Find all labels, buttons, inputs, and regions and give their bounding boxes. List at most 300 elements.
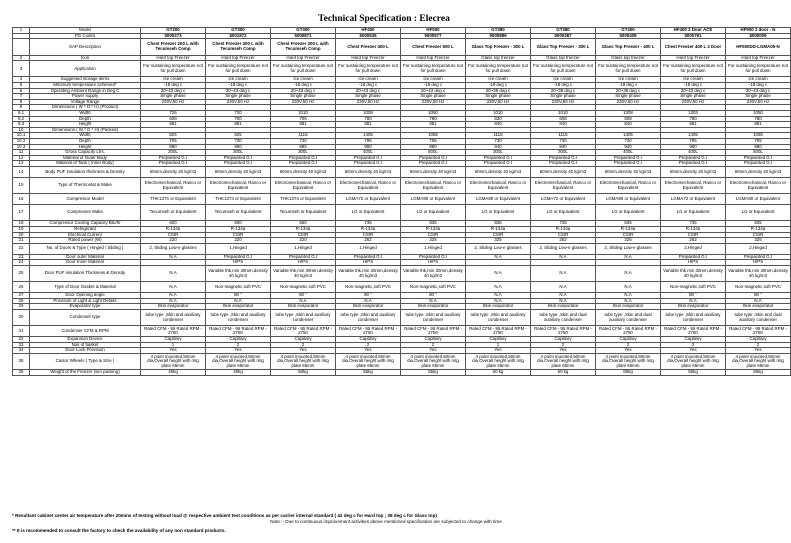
spec-value-cell: N.A: [466, 293, 531, 299]
spec-value-cell: N.A: [466, 265, 531, 281]
spec-value-cell: Variable thk,min 30mm,density 40 kg/m3: [401, 265, 466, 281]
spec-value-cell: 4 point mounted,50mm dia,Overall height with mtg plate 65mm: [596, 353, 661, 369]
spec-value-cell: LG or Equivalent: [726, 205, 791, 221]
row-number: 31: [13, 326, 30, 337]
spec-value-cell: 200L: [141, 150, 206, 156]
spec-value-cell: Non-magnetic,soft PVC: [661, 282, 726, 293]
spec-value-cell: 60mm,density 40 kg/m3: [661, 166, 726, 177]
spec-value-cell: 400L: [661, 150, 726, 156]
spec-value-cell: 262: [336, 238, 401, 244]
spec-value-cell: Skin evaporator: [661, 304, 726, 310]
spec-value-cell: Non-magnetic,soft PVC: [726, 282, 791, 293]
spec-value-cell: HIPS: [336, 260, 401, 266]
spec-value-cell: 50kg: [271, 370, 336, 376]
spec-value-cell: Variable thk,min 30mm,density 40 kg/m3: [206, 265, 271, 281]
spec-value-cell: 840: [466, 122, 531, 128]
spec-value-cell: Single phase: [661, 94, 726, 100]
spec-value-cell: 20~43 deg c: [206, 88, 271, 94]
spec-value-cell: Rated CFM - 95 Rated RPM - 2750: [661, 326, 726, 337]
spec-value-cell: R-134a: [596, 227, 661, 233]
row-number: 14: [13, 166, 30, 177]
spec-value-cell: Ice cream: [596, 77, 661, 83]
parameter-label: Dimensions ( W * D * H) (Packed): [30, 127, 141, 133]
spec-value-cell: 20~38 deg c: [531, 88, 596, 94]
spec-value-cell: CSIR: [271, 232, 336, 238]
spec-value-cell: 825: [141, 133, 206, 139]
spec-value-cell: 2: [206, 342, 271, 348]
spec-value-cell: -18 deg c: [466, 83, 531, 89]
spec-value-cell: Prepainted G.I: [531, 161, 596, 167]
spec-value-cell: 706: [271, 116, 336, 122]
spec-value-cell: Rated CFM - 95 Rated RPM - 2750: [401, 326, 466, 337]
row-number: 9.1: [13, 111, 30, 117]
spec-value-cell: 835: [596, 221, 661, 227]
spec-value-cell: LG or Equivalent: [466, 205, 531, 221]
spec-value-cell: 730: [206, 139, 271, 145]
spec-row: [13, 265, 791, 281]
parameter-label: Compressor Cooling Capacity Btu/hr: [30, 221, 141, 227]
spec-value-cell: 2, Sliding Low-e glasses: [531, 243, 596, 254]
spec-value-cell: 60mm,density 40 kg/m3: [531, 166, 596, 177]
spec-value-cell: Electromechanical, Ranco or Equivalent: [596, 177, 661, 193]
spec-value-cell: Glass top freezer: [596, 55, 661, 61]
spec-value-cell: Non-magnetic,soft PVC: [401, 282, 466, 293]
spec-value-cell: Ice cream: [726, 77, 791, 83]
spec-value-cell: 795: [726, 139, 791, 145]
spec-value-cell: 980: [661, 144, 726, 150]
spec-value-cell: 1055: [726, 133, 791, 139]
spec-value-cell: Ice cream: [141, 77, 206, 83]
spec-value-cell: 230V,50 Hz: [661, 99, 726, 105]
spec-value-cell: 60 kg: [466, 370, 531, 376]
spec-table-body: [13, 28, 791, 376]
spec-value-cell: Single phase: [336, 94, 401, 100]
row-number: 11: [13, 150, 30, 156]
row-number: 24: [13, 260, 30, 266]
spec-value-cell: Prepainted G.I: [401, 254, 466, 260]
parameter-label: SAP Description: [30, 39, 141, 55]
spec-row: [13, 177, 791, 193]
spec-value-cell: 881: [206, 122, 271, 128]
spec-value-cell: -18 deg c: [401, 83, 466, 89]
spec-value-cell: Rated CFM - 95 Rated RPM - 2750: [596, 326, 661, 337]
spec-value-cell: R-134a: [726, 227, 791, 233]
spec-value-cell: 65kg: [596, 370, 661, 376]
spec-value-cell: Rated CFM - 95 Rated RPM - 2750: [141, 326, 206, 337]
spec-value-cell: 5000273: [141, 33, 206, 39]
spec-value-cell: tube type ,Skin and auxiliary condenser: [206, 309, 271, 325]
spec-value-cell: 230V,50 Hz: [531, 99, 596, 105]
row-number: 9: [13, 105, 30, 111]
spec-value-cell: HIPS: [401, 260, 466, 266]
spec-value-cell: Capillary: [596, 337, 661, 343]
spec-row: [13, 166, 791, 177]
spec-value-cell: LGMA72 or Equivalent: [531, 194, 596, 205]
spec-row: [13, 370, 791, 376]
spec-value-cell: -18 deg c: [141, 83, 206, 89]
spec-value-cell: N.A: [726, 298, 791, 304]
spec-row: [13, 61, 791, 77]
spec-value-cell: 735: [531, 221, 596, 227]
spec-value-cell: N.A: [141, 254, 206, 260]
spec-value-cell: -18 deg c: [596, 83, 661, 89]
spec-value-cell: Hard top Freezer: [141, 55, 206, 61]
spec-value-cell: 65kg: [401, 370, 466, 376]
spec-value-cell: CSIR: [726, 232, 791, 238]
row-number: 9.3: [13, 122, 30, 128]
spec-value-cell: 4 point mounted,50mm dia,Overall height with mtg plate 65mm: [401, 353, 466, 369]
spec-value-cell: Non-magnetic,soft PVC: [336, 282, 401, 293]
row-number: 30: [13, 309, 30, 325]
spec-value-cell: 60mm,density 40 kg/m3: [206, 166, 271, 177]
spec-value-cell: 2: [596, 342, 661, 348]
spec-value-cell: CSIR: [336, 232, 401, 238]
spec-value-cell: -18 deg c: [206, 83, 271, 89]
spec-value-cell: Prepainted G.I: [206, 254, 271, 260]
spec-value-cell: Yes: [401, 348, 466, 354]
row-number: 22: [13, 243, 30, 254]
spec-value-cell: Prepainted G.I: [661, 254, 726, 260]
spec-value-cell: 55kg: [336, 370, 401, 376]
spec-value-cell: 55kg: [661, 370, 726, 376]
spec-value-cell: Glass Top Freezer - 300 L: [531, 39, 596, 55]
spec-value-cell: 80 °: [661, 293, 726, 299]
spec-value-cell: tube type ,Skin and auxiliary condenser: [661, 309, 726, 325]
spec-value-cell: 5000408: [596, 33, 661, 39]
spec-value-cell: R-134a: [336, 227, 401, 233]
spec-value-cell: Chest Freezer 400 L 2 Door: [661, 39, 726, 55]
spec-value-cell: Electromechanical, Ranco or Equivalent: [531, 177, 596, 193]
spec-value-cell: -18 deg c: [531, 83, 596, 89]
spec-value-cell: 230V,50 Hz: [596, 99, 661, 105]
spec-value-cell: 2: [661, 342, 726, 348]
spec-value-cell: -18 deg c: [661, 83, 726, 89]
spec-value-cell: 400L: [336, 150, 401, 156]
spec-value-cell: HF500DD-LGMA05-N: [726, 39, 791, 55]
parameter-label: Rated power (W): [30, 238, 141, 244]
spec-value-cell: 940: [466, 144, 531, 150]
spec-value-cell: 20~43 deg c: [661, 88, 726, 94]
parameter-label: Model: [30, 28, 141, 34]
spec-value-cell: 980: [401, 144, 466, 150]
spec-value-cell: HF400: [336, 28, 401, 34]
spec-value-cell: 20~43 deg c: [271, 88, 336, 94]
spec-value-cell: 840: [531, 122, 596, 128]
spec-value-cell: LG or Equivalent: [531, 205, 596, 221]
spec-value-cell: N.A: [466, 282, 531, 293]
spec-value-cell: Ice cream: [466, 77, 531, 83]
spec-value-cell: N.A: [531, 293, 596, 299]
spec-value-cell: 730: [531, 139, 596, 145]
spec-value-cell: 2,Hinged: [661, 243, 726, 254]
spec-table: [12, 27, 791, 376]
spec-value-cell: N.A: [596, 265, 661, 281]
parameter-label: Compressor Model: [30, 194, 141, 205]
row-number: 9.2: [13, 116, 30, 122]
parameter-label: Height: [30, 144, 141, 150]
spec-value-cell: 4 point mounted,50mm dia,Overall height with mtg plate 65mm: [531, 353, 596, 369]
spec-value-cell: 608: [531, 116, 596, 122]
spec-value-cell: Glass Top Freezer - 400 L: [596, 39, 661, 55]
spec-value-cell: Glass Top Freezer - 300 L: [466, 39, 531, 55]
spec-row: [13, 309, 791, 325]
spec-value-cell: Ice cream: [271, 77, 336, 83]
spec-value-cell: 780: [661, 116, 726, 122]
spec-value-cell: tube type ,Skin and auxiliary condenser: [336, 309, 401, 325]
spec-value-cell: Ice cream: [206, 77, 271, 83]
spec-value-cell: For sustaining temperature not for pull down: [596, 61, 661, 77]
spec-value-cell: Capillary: [271, 337, 336, 343]
spec-value-cell: 795: [401, 139, 466, 145]
parameter-label: Expansion Device: [30, 337, 141, 343]
spec-value-cell: N.A: [206, 298, 271, 304]
spec-value-cell: Yes: [141, 348, 206, 354]
spec-value-cell: R-134a: [206, 227, 271, 233]
spec-value-cell: 705: [141, 139, 206, 145]
spec-value-cell: N.A: [531, 282, 596, 293]
spec-value-cell: Skin evaporator: [531, 304, 596, 310]
spec-value-cell: HIPS: [726, 260, 791, 266]
spec-value-cell: Electromechanical, Ranco or Equivalent: [726, 177, 791, 193]
spec-value-cell: 5000387: [531, 33, 596, 39]
spec-value-cell: 65kg: [726, 370, 791, 376]
spec-value-cell: Electromechanical, Ranco or Equivalent: [206, 177, 271, 193]
spec-value-cell: Tecumseh or Equivalent: [271, 205, 336, 221]
spec-value-cell: N.A: [596, 282, 661, 293]
spec-value-cell: 795: [661, 139, 726, 145]
spec-value-cell: tube type ,Skin and auxiliary condenser: [401, 309, 466, 325]
parameter-label: Material of Tank ( Inner Body): [30, 161, 141, 167]
spec-value-cell: CSIR: [661, 232, 726, 238]
spec-value-cell: Hard top Freezer: [206, 55, 271, 61]
spec-value-cell: Variable thk,min 30mm,density 40 kg/m3: [271, 265, 336, 281]
spec-value-cell: R-134a: [141, 227, 206, 233]
spec-value-cell: 600: [141, 221, 206, 227]
spec-value-cell: LGMA80 or Equivalent: [401, 194, 466, 205]
spec-value-cell: Single phase: [206, 94, 271, 100]
spec-value-cell: 60 kg: [531, 370, 596, 376]
spec-value-cell: Capillary: [401, 337, 466, 343]
parameter-label: Door Opening angle: [30, 293, 141, 299]
parameter-label: Icon: [30, 55, 141, 61]
spec-value-cell: 1: [141, 342, 206, 348]
row-number: 25: [13, 265, 30, 281]
spec-value-cell: 1,Hinged: [206, 243, 271, 254]
spec-value-cell: Capillary: [661, 337, 726, 343]
spec-value-cell: Electromechanical, Ranco or Equivalent: [141, 177, 206, 193]
spec-value-cell: tube type ,Skin and dual auxiliary condenser: [596, 309, 661, 325]
spec-value-cell: Prepainted G.I: [401, 161, 466, 167]
spec-value-cell: 4 point mounted,50mm dia,Overall height with mtg plate 65mm: [661, 353, 726, 369]
row-number: 33: [13, 342, 30, 348]
spec-value-cell: For sustaining temperature not for pull down: [726, 61, 791, 77]
spec-value-cell: 4 point mounted,50mm dia,Overall height with mtg plate 65mm: [206, 353, 271, 369]
spec-row: [13, 353, 791, 369]
spec-value-cell: 660: [271, 221, 336, 227]
spec-value-cell: 835: [726, 221, 791, 227]
spec-value-cell: 300L: [466, 150, 531, 156]
spec-value-cell: 2: [401, 342, 466, 348]
parameter-label: PG Codes: [30, 33, 141, 39]
spec-value-cell: Ice cream: [401, 77, 466, 83]
spec-value-cell: 80 °: [206, 293, 271, 299]
spec-value-cell: LG or Equivalent: [336, 205, 401, 221]
row-number: 1: [13, 28, 30, 34]
spec-value-cell: Yes: [271, 348, 336, 354]
spec-value-cell: N.A: [596, 298, 661, 304]
row-number: 5: [13, 83, 30, 89]
spec-value-cell: 4 point mounted,50mm dia,Overall height with mtg plate 65mm: [336, 353, 401, 369]
spec-value-cell: N.A: [401, 298, 466, 304]
row-number: 13: [13, 161, 30, 167]
spec-value-cell: 20~43 deg c: [336, 88, 401, 94]
footnote-resultant-cabinet: * Resultant cabinet center air temperature after 20mins of testing without load @ respective ambient test conditions as per carrier internal standard ( 42 deg c for Hard top ; 38 deg c for Glass top): [12, 513, 437, 518]
spec-value-cell: Single phase: [401, 94, 466, 100]
spec-value-cell: Capillary: [726, 337, 791, 343]
parameter-label: Door Lock Provision: [30, 348, 141, 354]
spec-value-cell: CSIR: [531, 232, 596, 238]
spec-value-cell: Prepainted G.I: [271, 254, 336, 260]
spec-value-cell: Hard top Freezer: [401, 55, 466, 61]
spec-value-cell: 60mm,density 40 kg/m3: [141, 166, 206, 177]
spec-value-cell: Chest Freezer 300 L with Tecumseh Comp: [271, 39, 336, 55]
spec-value-cell: 608: [596, 116, 661, 122]
spec-value-cell: 20~43 deg c: [726, 88, 791, 94]
spec-value-cell: Glass top freezer: [531, 55, 596, 61]
spec-value-cell: Skin evaporator: [401, 304, 466, 310]
parameter-label: Refrigerant: [30, 227, 141, 233]
row-number: 20: [13, 232, 30, 238]
parameter-label: Condenser CFM & RPM: [30, 326, 141, 337]
spec-value-cell: 881: [336, 122, 401, 128]
spec-value-cell: 730: [466, 139, 531, 145]
spec-value-cell: 2, Sliding Low-e glasses: [141, 243, 206, 254]
spec-value-cell: N.A: [531, 265, 596, 281]
spec-value-cell: Rated CFM - 95 Rated RPM - 2750: [336, 326, 401, 337]
spec-value-cell: Yes: [466, 348, 531, 354]
spec-value-cell: 608: [141, 116, 206, 122]
spec-value-cell: 230V,50 Hz: [271, 99, 336, 105]
spec-value-cell: Non-magnetic,soft PVC: [206, 282, 271, 293]
spec-value-cell: 1308: [596, 111, 661, 117]
spec-row: [13, 243, 791, 254]
spec-row: [13, 205, 791, 221]
parameter-label: Type of Door Gasket & Material: [30, 282, 141, 293]
spec-value-cell: 80 °: [401, 293, 466, 299]
spec-value-cell: LG or Equivalent: [401, 205, 466, 221]
spec-value-cell: Capillary: [466, 337, 531, 343]
spec-value-cell: LGMA80 or Equivalent: [596, 194, 661, 205]
spec-value-cell: N.A: [596, 254, 661, 260]
spec-value-cell: N.A: [466, 254, 531, 260]
row-number: 21: [13, 238, 30, 244]
spec-value-cell: Prepainted G.I: [336, 254, 401, 260]
spec-value-cell: R-134a: [401, 227, 466, 233]
parameter-label: Application: [30, 61, 141, 77]
row-number: 3: [13, 61, 30, 77]
spec-value-cell: 726: [141, 111, 206, 117]
spec-value-cell: Electromechanical, Ranco or Equivalent: [466, 177, 531, 193]
spec-value-cell: 881: [401, 122, 466, 128]
spec-value-cell: Variable thk,min 30mm,density 40 kg/m3: [661, 265, 726, 281]
spec-value-cell: Tecumseh or Equivalent: [206, 205, 271, 221]
spec-value-cell: 262: [661, 238, 726, 244]
spec-value-cell: CSIR: [466, 232, 531, 238]
spec-value-cell: -18 deg c: [336, 83, 401, 89]
spec-value-cell: 600: [206, 221, 271, 227]
spec-value-cell: 881: [726, 122, 791, 128]
spec-value-cell: For sustaining temperature not for pull down: [141, 61, 206, 77]
spec-value-cell: R-134a: [271, 227, 336, 233]
spec-value-cell: Prepainted G.I: [206, 155, 271, 161]
spec-value-cell: 730: [206, 111, 271, 117]
spec-value-cell: 881: [141, 122, 206, 128]
spec-value-cell: Electromechanical, Ranco or Equivalent: [401, 177, 466, 193]
spec-value-cell: 1,Hinged: [271, 243, 336, 254]
spec-value-cell: 5000871: [271, 33, 336, 39]
spec-value-cell: tube type ,Skin and dual auxiliary condenser: [531, 309, 596, 325]
spec-value-cell: For sustaining temperature not for pull down: [271, 61, 336, 77]
spec-value-cell: Capillary: [206, 337, 271, 343]
spec-value-cell: Skin evaporator: [466, 304, 531, 310]
spec-value-cell: 980: [206, 144, 271, 150]
spec-value-cell: Prepainted G.I: [141, 155, 206, 161]
spec-value-cell: -18 deg c: [271, 83, 336, 89]
parameter-label: Dimensions ( W * D * H) (Product): [30, 105, 141, 111]
parameter-label: Depth: [30, 139, 141, 145]
spec-value-cell: Rated CFM - 95 Rated RPM - 2750: [271, 326, 336, 337]
row-number: 32: [13, 337, 30, 343]
spec-value-cell: CSIR: [141, 232, 206, 238]
spec-value-cell: CSIR: [401, 232, 466, 238]
spec-value-cell: THK1374 or Equivalent: [141, 194, 206, 205]
spec-value-cell: For sustaining temperature not for pull down: [401, 61, 466, 77]
spec-value-cell: Prepainted G.I: [661, 161, 726, 167]
parameter-label: Door Inner Material: [30, 260, 141, 266]
footnote-continuous-improvement: Note :- Due to continuous improvement activities above mentioned specification are subjected to change with time: [270, 519, 502, 524]
spec-value-cell: N.A: [596, 293, 661, 299]
spec-value-cell: GT300: [206, 28, 271, 34]
spec-value-cell: 220: [141, 238, 206, 244]
row-number: 28: [13, 298, 30, 304]
row-number: 34: [13, 348, 30, 354]
spec-value-cell: 5000791: [661, 33, 726, 39]
spec-value-cell: 2: [726, 342, 791, 348]
spec-row: [13, 39, 791, 55]
spec-value-cell: 780: [336, 116, 401, 122]
spec-value-cell: GT400: [596, 28, 661, 34]
spec-value-cell: LGMA80 or Equivalent: [466, 194, 531, 205]
spec-value-cell: 4 point mounted,50mm dia,Overall height with mtg plate 65mm: [726, 353, 791, 369]
row-number: 8: [13, 99, 30, 105]
spec-value-cell: Rated CFM - 95 Rated RPM - 2750: [726, 326, 791, 337]
spec-value-cell: 1010: [531, 111, 596, 117]
spec-value-cell: Tecumseh or Equivalent: [141, 205, 206, 221]
spec-value-cell: LGMA72 or Equivalent: [336, 194, 401, 205]
spec-value-cell: LGMA72 or Equivalent: [661, 194, 726, 205]
spec-value-cell: Prepainted G.I: [726, 161, 791, 167]
spec-value-cell: 980: [141, 144, 206, 150]
spec-value-cell: N.A: [141, 265, 206, 281]
spec-value-cell: Skin evaporator: [206, 304, 271, 310]
spec-value-cell: GT200: [141, 28, 206, 34]
spec-value-cell: Ice cream: [336, 77, 401, 83]
parameter-label: Depth: [30, 116, 141, 122]
spec-value-cell: For sustaining temperature not for pull down: [336, 61, 401, 77]
row-number: 16: [13, 194, 30, 205]
spec-value-cell: 20~38 deg c: [596, 88, 661, 94]
row-number: 17: [13, 205, 30, 221]
